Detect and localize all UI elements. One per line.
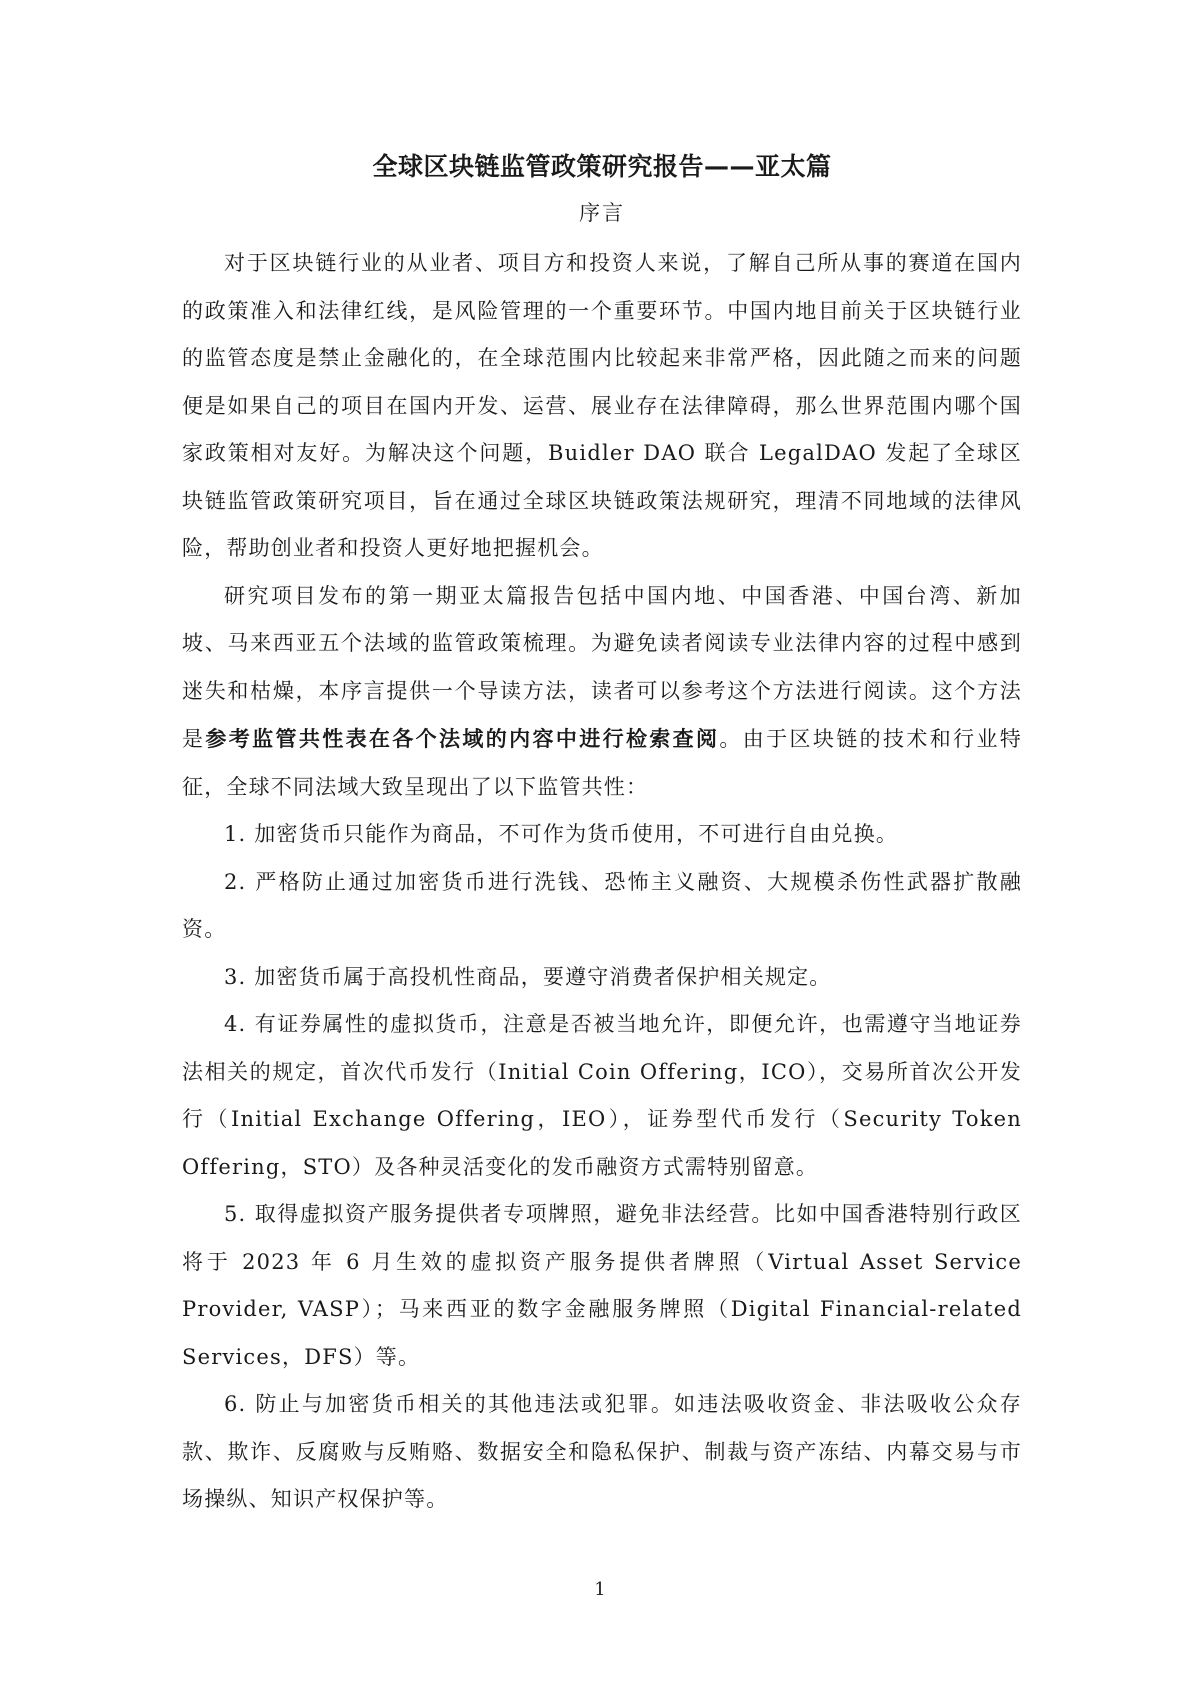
list-item-3: 3. 加密货币属于高投机性商品，要遵守消费者保护相关规定。	[224, 964, 832, 989]
guide-paragraph-text: 研究项目发布的第一期亚太篇报告包括中国内地、中国香港、中国台湾、新加坡、马来西亚五个法域的监管政策梳理。为避免读者阅读专业法律内容的过程中感到迷失和枯燥，本序言提供一个导读方法，读者可以参考这个方法进行阅读。这个方法是	[182, 583, 1022, 751]
document-page	[182, 150, 1022, 1524]
list-item-5: 5. 取得虚拟资产服务提供者专项牌照，避免非法经营。比如中国香港特别行政区将于 2023 年 6 月生效的虚拟资产服务提供者牌照（Virtual Asset Service Provider, VASP）；马来西亚的数字金融服务牌照（Digital Financial-related Services，DFS）等。	[182, 1202, 1022, 1369]
intro-paragraph: 对于区块链行业的从业者、项目方和投资人来说，了解自己所从事的赛道在国内的政策准入和法律红线，是风险管理的一个重要环节。中国内地目前关于区块链行业的监管态度是禁止金融化的，在全球范围内比较起来非常严格，因此随之而来的问题便是如果自己的项目在国内开发、运营、展业存在法律障碍，那么世界范围内哪个国家政策相对友好。为解决这个问题，Buidler DAO 联合 LegalDAO 发起了全球区块链监管政策研究项目，旨在通过全球区块链政策法规研究，理清不同地域的法律风险，帮助创业者和投资人更好地把握机会。	[182, 251, 1022, 560]
guide-paragraph-tail: 。由于区块链的技术和行业特征，全球不同法域大致呈现出了以下监管共性：	[182, 727, 1023, 799]
list-item-1: 1. 加密货币只能作为商品，不可作为货币使用，不可进行自由兑换。	[224, 822, 899, 846]
list-item-2: 2. 严格防止通过加密货币进行洗钱、恐怖主义融资、大规模杀伤性武器扩散融资。	[182, 869, 1022, 941]
page-number: 1	[594, 1579, 606, 1600]
document-title: 全球区块链监管政策研究报告——亚太篇	[372, 152, 832, 181]
list-item-6: 6. 防止与加密货币相关的其他违法或犯罪。如违法吸收资金、非法吸收公众存款、欺诈、反腐败与反贿赂、数据安全和隐私保护、制裁与资产冻结、内幕交易与市场操纵、知识产权保护等。	[182, 1392, 1022, 1511]
list-item-4: 4. 有证券属性的虚拟货币，注意是否被当地允许，即便允许，也需遵守当地证券法相关的规定，首次代币发行（Initial Coin Offering，ICO），交易所首次公开发行（Initial Exchange Offering，IEO），证券型代币发行（Security Token Offering，STO）及各种灵活变化的发币融资方式需特别留意。	[182, 1012, 1022, 1179]
section-heading: 序言	[579, 201, 625, 225]
guide-paragraph	[182, 573, 1022, 812]
guide-paragraph-emphasis: 参考监管共性表在各个法域的内容中进行检索查阅	[205, 726, 720, 751]
